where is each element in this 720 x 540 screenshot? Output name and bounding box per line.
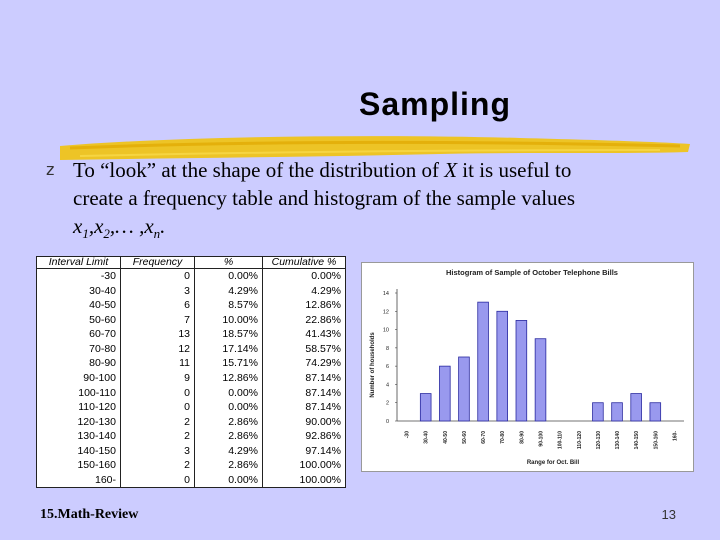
table-row — [37, 371, 346, 386]
cell-frequency: 9 — [121, 371, 195, 386]
bullet-line1-after: it is useful to — [457, 158, 572, 182]
table-row — [37, 342, 346, 357]
frequency-table — [36, 256, 346, 488]
cell-percent: 10.00% — [195, 312, 263, 327]
cell-interval: 70-80 — [89, 342, 116, 355]
cell-interval: 40-50 — [89, 299, 116, 312]
cell-percent: 4.29% — [195, 443, 263, 458]
cell-cumulative: 100.00% — [263, 473, 346, 488]
table-row — [37, 298, 346, 313]
cell-percent: 15.71% — [195, 356, 263, 371]
bullet-line1-before: To “look” at the shape of the distribution of — [73, 158, 445, 182]
cell-interval: 30-40 — [89, 284, 116, 297]
y-tick-label: 14 — [382, 291, 389, 297]
y-tick-label: 6 — [385, 364, 389, 371]
cell-percent: 0.00% — [195, 400, 263, 415]
cell-cumulative: 12.86% — [263, 298, 346, 313]
cell-frequency: 3 — [121, 283, 195, 298]
y-tick-labels — [383, 291, 397, 425]
table-row — [37, 385, 346, 400]
cell-interval: -30 — [100, 270, 116, 283]
cell-percent: 17.14% — [195, 342, 263, 357]
y-tick-label: 10 — [382, 327, 389, 334]
x-tick-label: 60-70 — [481, 431, 488, 444]
bullet-sample-notation: $x_1,x_2,\dots$ $,x_n$. — [73, 214, 166, 242]
cell-cumulative: 97.14% — [263, 443, 346, 458]
bullet-variable: X — [444, 158, 458, 182]
header-interval-limit: Interval Limit — [37, 257, 121, 269]
cell-percent: 2.86% — [195, 429, 263, 444]
table-row — [37, 400, 346, 415]
histogram-bar — [535, 339, 546, 421]
x-tick-label: 90-100 — [538, 431, 545, 447]
x-tick-label: 100-110 — [557, 431, 564, 450]
cell-interval: 60-70 — [89, 328, 116, 341]
cell-interval: 150-160 — [77, 459, 116, 472]
histogram-bar — [650, 403, 661, 421]
page-number: 13 — [661, 507, 676, 522]
cell-interval: 100-110 — [78, 386, 116, 399]
y-axis-label: Number of households — [370, 332, 376, 398]
cell-frequency: 0 — [121, 269, 195, 284]
y-tick-label: 4 — [385, 382, 389, 389]
cell-cumulative: 41.43% — [263, 327, 346, 342]
cell-interval: 160- — [94, 473, 116, 486]
histogram-bar — [478, 302, 489, 421]
table-row — [37, 429, 346, 444]
cell-interval: 120-130 — [77, 415, 116, 428]
cell-frequency: 12 — [121, 342, 195, 357]
histogram-bar — [497, 311, 508, 421]
cell-percent: 0.00% — [195, 385, 263, 400]
table-row — [37, 269, 346, 284]
x-tick-label: 120-130 — [595, 431, 602, 450]
chart-bars — [420, 302, 660, 421]
cell-interval: 80-90 — [89, 357, 116, 370]
table-row — [37, 327, 346, 342]
cell-frequency: 2 — [121, 458, 195, 473]
cell-cumulative: 74.29% — [263, 356, 346, 371]
x-tick-label: 40-50 — [442, 431, 449, 444]
cell-percent: 2.86% — [195, 458, 263, 473]
cell-interval: 50-60 — [89, 313, 116, 326]
cell-frequency: 13 — [121, 327, 195, 342]
x-tick-label: 30-40 — [423, 431, 430, 444]
histogram-bar — [631, 394, 642, 421]
slide-title: Sampling — [358, 86, 511, 122]
cell-cumulative: 0.00% — [263, 269, 346, 284]
cell-percent: 0.00% — [195, 269, 263, 284]
x-tick-labels — [405, 431, 679, 450]
footer-course-label: 15.Math-Review — [40, 507, 139, 522]
header-frequency: Frequency — [121, 257, 195, 269]
cell-cumulative: 4.29% — [263, 283, 346, 298]
histogram-chart — [361, 262, 694, 472]
cell-cumulative: 22.86% — [263, 312, 346, 327]
x-tick-label: 140-150 — [634, 431, 641, 450]
cell-frequency: 0 — [121, 400, 195, 415]
y-tick-label: 8 — [385, 345, 389, 352]
cell-interval: 110-120 — [78, 401, 116, 414]
cell-frequency: 0 — [121, 385, 195, 400]
cell-interval: 130-140 — [77, 430, 116, 443]
histogram-svg — [362, 263, 695, 473]
histogram-bar — [612, 403, 623, 421]
cell-percent: 8.57% — [195, 298, 263, 313]
histogram-bar — [593, 403, 604, 421]
z-bullet-icon: z — [46, 160, 55, 179]
header-percent: % — [195, 257, 263, 269]
cell-percent: 12.86% — [195, 371, 263, 386]
cell-percent: 2.86% — [195, 414, 263, 429]
x-tick-label: 110-120 — [576, 431, 583, 450]
frequency-table-header — [37, 257, 346, 269]
histogram-bar — [420, 394, 431, 421]
table-row — [37, 443, 346, 458]
cell-cumulative: 58.57% — [263, 342, 346, 357]
cell-percent: 4.29% — [195, 283, 263, 298]
table-row — [37, 458, 346, 473]
x-tick-label: 130-140 — [615, 431, 622, 450]
cell-interval: 140-150 — [77, 444, 116, 457]
table-row — [37, 356, 346, 371]
histogram-bar — [516, 320, 527, 421]
x-tick-label: 160- — [672, 431, 679, 442]
table-row — [37, 283, 346, 298]
cell-frequency: 6 — [121, 298, 195, 313]
table-row — [37, 473, 346, 488]
cell-cumulative: 90.00% — [263, 414, 346, 429]
y-tick-label: 0 — [385, 419, 389, 425]
x-tick-label: 150-160 — [653, 431, 660, 450]
cell-cumulative: 87.14% — [263, 371, 346, 386]
cell-frequency: 0 — [121, 473, 195, 488]
cell-cumulative: 87.14% — [263, 385, 346, 400]
cell-frequency: 2 — [121, 429, 195, 444]
cell-cumulative: 87.14% — [263, 400, 346, 415]
cell-frequency: 7 — [121, 312, 195, 327]
cell-frequency: 3 — [121, 443, 195, 458]
y-tick-label: 12 — [382, 309, 389, 316]
x-axis-label: Range for Oct. Bill — [526, 460, 580, 466]
cell-frequency: 11 — [121, 356, 195, 371]
chart-title: Histogram of Sample of October Telephone Bills — [446, 268, 618, 277]
x-tick-label: 50-60 — [461, 431, 468, 444]
cell-cumulative: 100.00% — [263, 458, 346, 473]
cell-cumulative: 92.86% — [263, 429, 346, 444]
y-tick-label: 2 — [385, 400, 389, 407]
cell-percent: 0.00% — [195, 473, 263, 488]
histogram-bar — [459, 357, 470, 421]
x-tick-label: 80-90 — [519, 431, 526, 444]
table-row — [37, 414, 346, 429]
table-row — [37, 312, 346, 327]
bullet-line2: create a frequency table and histogram of the sample values — [73, 186, 576, 210]
cell-frequency: 2 — [121, 414, 195, 429]
x-tick-label: 70-80 — [500, 431, 507, 444]
cell-percent: 18.57% — [195, 327, 263, 342]
histogram-bar — [439, 366, 450, 421]
cell-interval: 90-100 — [83, 371, 116, 384]
x-tick-label: -30 — [404, 431, 411, 439]
header-cumulative-percent: Cumulative % — [263, 257, 346, 269]
